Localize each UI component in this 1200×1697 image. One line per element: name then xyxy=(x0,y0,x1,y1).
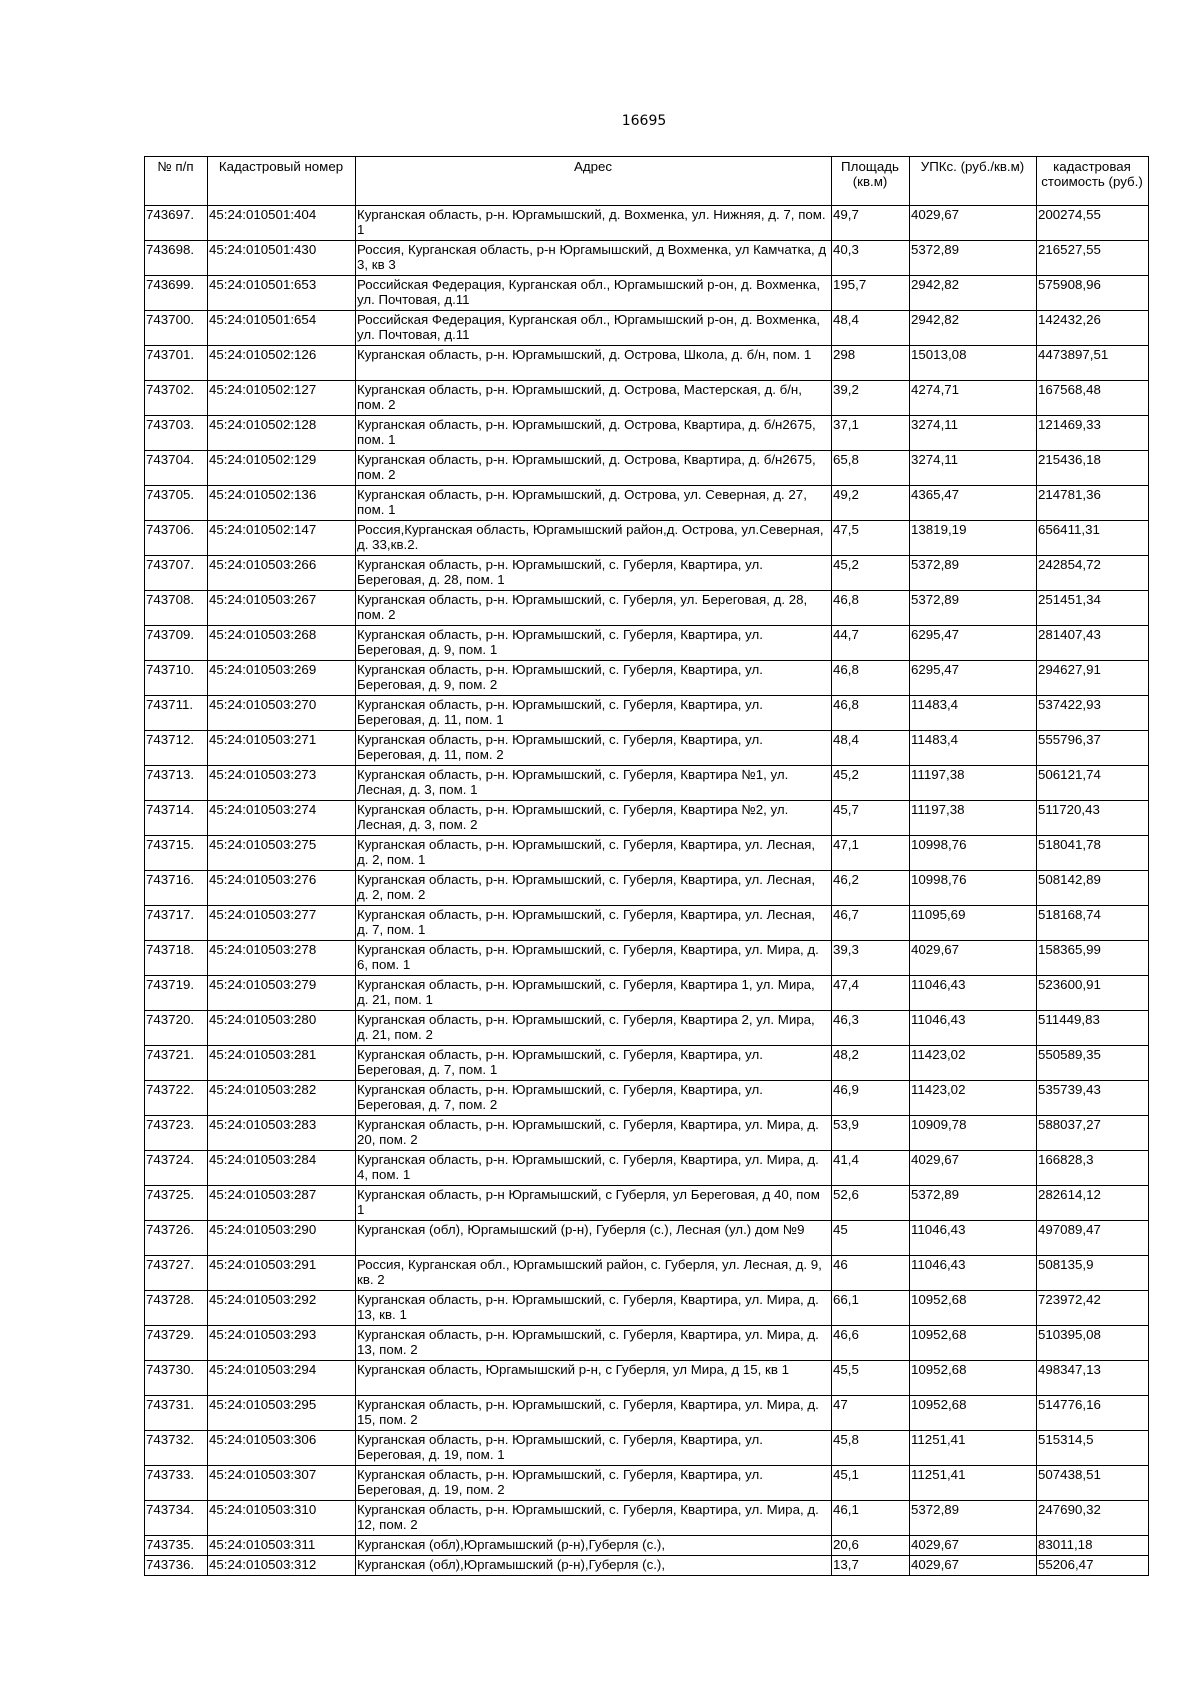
cell-area: 46,8 xyxy=(832,661,910,696)
cell-cadastral-value: 166828,3 xyxy=(1037,1151,1149,1186)
cell-cadastral-number: 45:24:010503:281 xyxy=(208,1046,356,1081)
cell-cadastral-number: 45:24:010502:136 xyxy=(208,486,356,521)
cell-cadastral-number: 45:24:010503:270 xyxy=(208,696,356,731)
cell-cadastral-number: 45:24:010501:654 xyxy=(208,311,356,346)
cell-number: 743720. xyxy=(145,1011,208,1046)
cell-unit-value: 11046,43 xyxy=(910,1011,1037,1046)
cell-cadastral-number: 45:24:010503:278 xyxy=(208,941,356,976)
cell-cadastral-value: 575908,96 xyxy=(1037,276,1149,311)
cell-cadastral-value: 511720,43 xyxy=(1037,801,1149,836)
table-row xyxy=(145,1256,1149,1291)
cell-unit-value: 6295,47 xyxy=(910,661,1037,696)
cell-number: 743735. xyxy=(145,1536,208,1556)
cell-area: 45,5 xyxy=(832,1361,910,1396)
cell-area: 46,3 xyxy=(832,1011,910,1046)
table-row xyxy=(145,311,1149,346)
cell-number: 743703. xyxy=(145,416,208,451)
cell-unit-value: 4029,67 xyxy=(910,1536,1037,1556)
cell-address: Курганская область, р-н. Юргамышский, с. Губерля, Квартира, ул. Береговая, д. 7, пом. 2 xyxy=(356,1081,832,1116)
table-row xyxy=(145,906,1149,941)
table-row xyxy=(145,871,1149,906)
cell-area: 46,1 xyxy=(832,1501,910,1536)
cell-cadastral-value: 215436,18 xyxy=(1037,451,1149,486)
cell-number: 743721. xyxy=(145,1046,208,1081)
cell-number: 743715. xyxy=(145,836,208,871)
table-row xyxy=(145,626,1149,661)
cell-cadastral-number: 45:24:010503:307 xyxy=(208,1466,356,1501)
cell-address: Курганская область, р-н. Юргамышский, д. Острова, ул. Северная, д. 27, пом. 1 xyxy=(356,486,832,521)
table-row xyxy=(145,696,1149,731)
table-row xyxy=(145,1326,1149,1361)
cell-cadastral-value: 510395,08 xyxy=(1037,1326,1149,1361)
cell-cadastral-value: 518168,74 xyxy=(1037,906,1149,941)
cell-unit-value: 11251,41 xyxy=(910,1466,1037,1501)
table-row xyxy=(145,731,1149,766)
cell-cadastral-number: 45:24:010503:283 xyxy=(208,1116,356,1151)
cell-cadastral-value: 158365,99 xyxy=(1037,941,1149,976)
column-header-cadastral-value: кадастровая стоимость (руб.) xyxy=(1037,157,1149,206)
cell-number: 743727. xyxy=(145,1256,208,1291)
cell-address: Курганская область, р-н. Юргамышский, с. Губерля, Квартира, ул. Мира, д. 4, пом. 1 xyxy=(356,1151,832,1186)
cell-number: 743709. xyxy=(145,626,208,661)
cell-cadastral-value: 497089,47 xyxy=(1037,1221,1149,1256)
cell-number: 743726. xyxy=(145,1221,208,1256)
cell-unit-value: 11046,43 xyxy=(910,1256,1037,1291)
cell-area: 46,8 xyxy=(832,591,910,626)
cell-cadastral-number: 45:24:010503:274 xyxy=(208,801,356,836)
cell-cadastral-number: 45:24:010502:126 xyxy=(208,346,356,381)
cell-area: 45,2 xyxy=(832,556,910,591)
cell-unit-value: 10909,78 xyxy=(910,1116,1037,1151)
cell-number: 743736. xyxy=(145,1556,208,1576)
cell-number: 743732. xyxy=(145,1431,208,1466)
table-row xyxy=(145,766,1149,801)
cell-unit-value: 11197,38 xyxy=(910,801,1037,836)
cell-unit-value: 10952,68 xyxy=(910,1361,1037,1396)
cell-unit-value: 11046,43 xyxy=(910,1221,1037,1256)
cell-address: Курганская область, р-н. Юргамышский, с. Губерля, Квартира, ул. Береговая, д. 19, пом. 2 xyxy=(356,1466,832,1501)
cell-cadastral-value: 55206,47 xyxy=(1037,1556,1149,1576)
cell-address: Курганская область, р-н. Юргамышский, д. Острова, Мастерская, д. б/н, пом. 2 xyxy=(356,381,832,416)
cell-address: Курганская область, р-н. Юргамышский, с. Губерля, Квартира, ул. Лесная, д. 7, пом. 1 xyxy=(356,906,832,941)
cell-cadastral-value: 723972,42 xyxy=(1037,1291,1149,1326)
cell-unit-value: 11251,41 xyxy=(910,1431,1037,1466)
cell-address: Россия, Курганская область, р-н Юргамышский, д Вохменка, ул Камчатка, д 3, кв 3 xyxy=(356,241,832,276)
table-row xyxy=(145,1291,1149,1326)
cell-address: Российская Федерация, Курганская обл., Юргамышский р-он, д. Вохменка, ул. Почтовая, д.11 xyxy=(356,311,832,346)
table-row xyxy=(145,591,1149,626)
cell-unit-value: 3274,11 xyxy=(910,451,1037,486)
cell-address: Курганская область, Юргамышский р-н, с Губерля, ул Мира, д 15, кв 1 xyxy=(356,1361,832,1396)
cell-area: 46,8 xyxy=(832,696,910,731)
cell-address: Курганская область, р-н. Юргамышский, д. Острова, Квартира, д. б/н2675, пом. 1 xyxy=(356,416,832,451)
cell-address: Курганская область, р-н. Юргамышский, с. Губерля, Квартира, ул. Лесная, д. 2, пом. 1 xyxy=(356,836,832,871)
cell-area: 46 xyxy=(832,1256,910,1291)
cell-address: Российская Федерация, Курганская обл., Юргамышский р-он, д. Вохменка, ул. Почтовая, д.11 xyxy=(356,276,832,311)
cell-cadastral-number: 45:24:010503:268 xyxy=(208,626,356,661)
cell-address: Курганская (обл), Юргамышский (р-н), Губерля (с.), Лесная (ул.) дом №9 xyxy=(356,1221,832,1256)
table-row xyxy=(145,416,1149,451)
cell-unit-value: 5372,89 xyxy=(910,1186,1037,1221)
table-row xyxy=(145,1221,1149,1256)
table-row xyxy=(145,276,1149,311)
cell-cadastral-number: 45:24:010503:290 xyxy=(208,1221,356,1256)
cell-address: Курганская (обл),Юргамышский (р-н),Губерля (с.), xyxy=(356,1536,832,1556)
table-row xyxy=(145,1046,1149,1081)
cell-cadastral-value: 507438,51 xyxy=(1037,1466,1149,1501)
cell-cadastral-value: 142432,26 xyxy=(1037,311,1149,346)
cell-number: 743718. xyxy=(145,941,208,976)
cell-address: Курганская область, р-н. Юргамышский, д. Острова, Школа, д. б/н, пом. 1 xyxy=(356,346,832,381)
cell-address: Курганская область, р-н. Юргамышский, с. Губерля, Квартира, ул. Мира, д. 13, кв. 1 xyxy=(356,1291,832,1326)
cell-cadastral-value: 523600,91 xyxy=(1037,976,1149,1011)
table-body xyxy=(145,206,1149,1576)
cell-address: Курганская область, р-н. Юргамышский, с. Губерля, Квартира, ул. Мира, д. 20, пом. 2 xyxy=(356,1116,832,1151)
cell-area: 45,1 xyxy=(832,1466,910,1501)
cell-area: 44,7 xyxy=(832,626,910,661)
cell-number: 743734. xyxy=(145,1501,208,1536)
cell-address: Курганская область, р-н. Юргамышский, с. Губерля, ул. Береговая, д. 28, пом. 2 xyxy=(356,591,832,626)
cell-area: 45,2 xyxy=(832,766,910,801)
table-row xyxy=(145,801,1149,836)
table-row xyxy=(145,346,1149,381)
cell-address: Курганская область, р-н. Юргамышский, с. Губерля, Квартира, ул. Мира, д. 12, пом. 2 xyxy=(356,1501,832,1536)
table-row xyxy=(145,241,1149,276)
table-row xyxy=(145,486,1149,521)
cell-number: 743712. xyxy=(145,731,208,766)
cell-address: Курганская область, р-н. Юргамышский, с. Губерля, Квартира, ул. Мира, д. 15, пом. 2 xyxy=(356,1396,832,1431)
cell-number: 743713. xyxy=(145,766,208,801)
cell-address: Курганская область, р-н. Юргамышский, с. Губерля, Квартира, ул. Мира, д. 13, пом. 2 xyxy=(356,1326,832,1361)
cell-address: Россия, Курганская обл., Юргамышский район, с. Губерля, ул. Лесная, д. 9, кв. 2 xyxy=(356,1256,832,1291)
cell-number: 743704. xyxy=(145,451,208,486)
cell-cadastral-number: 45:24:010503:292 xyxy=(208,1291,356,1326)
table-header-row xyxy=(145,157,1149,206)
cell-cadastral-value: 515314,5 xyxy=(1037,1431,1149,1466)
cell-cadastral-number: 45:24:010503:276 xyxy=(208,871,356,906)
cell-cadastral-number: 45:24:010501:653 xyxy=(208,276,356,311)
cell-number: 743700. xyxy=(145,311,208,346)
cell-cadastral-value: 282614,12 xyxy=(1037,1186,1149,1221)
cell-cadastral-number: 45:24:010503:267 xyxy=(208,591,356,626)
table-row xyxy=(145,1361,1149,1396)
cell-address: Курганская область, р-н. Юргамышский, с. Губерля, Квартира №2, ул. Лесная, д. 3, пом. 2 xyxy=(356,801,832,836)
cell-area: 65,8 xyxy=(832,451,910,486)
table-row xyxy=(145,836,1149,871)
cell-address: Курганская область, р-н Юргамышский, с Губерля, ул Береговая, д 40, пом 1 xyxy=(356,1186,832,1221)
cell-area: 52,6 xyxy=(832,1186,910,1221)
cell-unit-value: 10952,68 xyxy=(910,1291,1037,1326)
table-row xyxy=(145,1011,1149,1046)
cell-area: 48,4 xyxy=(832,311,910,346)
cell-cadastral-value: 294627,91 xyxy=(1037,661,1149,696)
table-row xyxy=(145,381,1149,416)
cell-area: 45,8 xyxy=(832,1431,910,1466)
cell-cadastral-number: 45:24:010502:127 xyxy=(208,381,356,416)
cell-unit-value: 4029,67 xyxy=(910,206,1037,241)
column-header-area: Площадь (кв.м) xyxy=(832,157,910,206)
cell-cadastral-number: 45:24:010503:282 xyxy=(208,1081,356,1116)
cell-cadastral-value: 508135,9 xyxy=(1037,1256,1149,1291)
cell-address: Россия,Курганская область, Юргамышский район,д. Острова, ул.Северная, д. 33,кв.2. xyxy=(356,521,832,556)
cell-cadastral-value: 550589,35 xyxy=(1037,1046,1149,1081)
cell-area: 298 xyxy=(832,346,910,381)
cell-area: 195,7 xyxy=(832,276,910,311)
cell-cadastral-value: 121469,33 xyxy=(1037,416,1149,451)
cell-unit-value: 4029,67 xyxy=(910,941,1037,976)
cell-cadastral-value: 656411,31 xyxy=(1037,521,1149,556)
cell-number: 743722. xyxy=(145,1081,208,1116)
cell-cadastral-number: 45:24:010502:128 xyxy=(208,416,356,451)
cell-address: Курганская область, р-н. Юргамышский, с. Губерля, Квартира №1, ул. Лесная, д. 3, пом. 1 xyxy=(356,766,832,801)
cell-area: 46,2 xyxy=(832,871,910,906)
cell-cadastral-value: 514776,16 xyxy=(1037,1396,1149,1431)
table-row xyxy=(145,206,1149,241)
cell-area: 46,9 xyxy=(832,1081,910,1116)
column-header-unit-value: УПКс. (руб./кв.м) xyxy=(910,157,1037,206)
cell-area: 49,2 xyxy=(832,486,910,521)
cell-cadastral-value: 588037,27 xyxy=(1037,1116,1149,1151)
cell-cadastral-value: 214781,36 xyxy=(1037,486,1149,521)
cell-area: 39,3 xyxy=(832,941,910,976)
cell-number: 743725. xyxy=(145,1186,208,1221)
table-row xyxy=(145,976,1149,1011)
cell-unit-value: 2942,82 xyxy=(910,276,1037,311)
cell-area: 53,9 xyxy=(832,1116,910,1151)
cell-cadastral-value: 508142,89 xyxy=(1037,871,1149,906)
table-row xyxy=(145,521,1149,556)
cell-unit-value: 11197,38 xyxy=(910,766,1037,801)
cell-unit-value: 2942,82 xyxy=(910,311,1037,346)
cell-unit-value: 11046,43 xyxy=(910,976,1037,1011)
cell-number: 743706. xyxy=(145,521,208,556)
cell-area: 46,7 xyxy=(832,906,910,941)
cell-cadastral-value: 251451,34 xyxy=(1037,591,1149,626)
cell-unit-value: 10952,68 xyxy=(910,1396,1037,1431)
cell-address: Курганская область, р-н. Юргамышский, с. Губерля, Квартира, ул. Береговая, д. 19, пом. 1 xyxy=(356,1431,832,1466)
table-row xyxy=(145,1431,1149,1466)
cell-area: 45 xyxy=(832,1221,910,1256)
cell-cadastral-number: 45:24:010503:287 xyxy=(208,1186,356,1221)
cell-unit-value: 4029,67 xyxy=(910,1556,1037,1576)
cell-area: 48,4 xyxy=(832,731,910,766)
cell-unit-value: 10952,68 xyxy=(910,1326,1037,1361)
table-row xyxy=(145,1536,1149,1556)
cell-cadastral-value: 4473897,51 xyxy=(1037,346,1149,381)
cell-address: Курганская область, р-н. Юргамышский, с. Губерля, Квартира, ул. Лесная, д. 2, пом. 2 xyxy=(356,871,832,906)
cell-cadastral-number: 45:24:010503:280 xyxy=(208,1011,356,1046)
cell-address: Курганская область, р-н. Юргамышский, с. Губерля, Квартира 1, ул. Мира, д. 21, пом. 1 xyxy=(356,976,832,1011)
cell-cadastral-number: 45:24:010503:284 xyxy=(208,1151,356,1186)
cell-unit-value: 3274,11 xyxy=(910,416,1037,451)
cell-cadastral-value: 511449,83 xyxy=(1037,1011,1149,1046)
table-row xyxy=(145,1556,1149,1576)
cell-cadastral-value: 555796,37 xyxy=(1037,731,1149,766)
table-row xyxy=(145,1116,1149,1151)
cell-area: 46,6 xyxy=(832,1326,910,1361)
cell-cadastral-number: 45:24:010503:277 xyxy=(208,906,356,941)
cell-number: 743730. xyxy=(145,1361,208,1396)
cell-unit-value: 5372,89 xyxy=(910,591,1037,626)
cell-address: Курганская область, р-н. Юргамышский, с. Губерля, Квартира, ул. Береговая, д. 9, пом. 2 xyxy=(356,661,832,696)
cell-cadastral-number: 45:24:010503:294 xyxy=(208,1361,356,1396)
cell-unit-value: 11483,4 xyxy=(910,731,1037,766)
cell-cadastral-value: 247690,32 xyxy=(1037,1501,1149,1536)
cell-cadastral-value: 216527,55 xyxy=(1037,241,1149,276)
cell-unit-value: 10998,76 xyxy=(910,871,1037,906)
cell-number: 743731. xyxy=(145,1396,208,1431)
cell-number: 743717. xyxy=(145,906,208,941)
cell-cadastral-number: 45:24:010503:269 xyxy=(208,661,356,696)
cell-unit-value: 5372,89 xyxy=(910,556,1037,591)
cell-unit-value: 13819,19 xyxy=(910,521,1037,556)
cell-address: Курганская область, р-н. Юргамышский, с. Губерля, Квартира, ул. Береговая, д. 11, пом. 2 xyxy=(356,731,832,766)
table-row xyxy=(145,941,1149,976)
cell-area: 39,2 xyxy=(832,381,910,416)
cell-unit-value: 6295,47 xyxy=(910,626,1037,661)
page-number: 16695 xyxy=(621,113,667,129)
cell-cadastral-value: 535739,43 xyxy=(1037,1081,1149,1116)
cell-cadastral-number: 45:24:010502:147 xyxy=(208,521,356,556)
cell-address: Курганская область, р-н. Юргамышский, с. Губерля, Квартира, ул. Береговая, д. 9, пом. 1 xyxy=(356,626,832,661)
cell-area: 41,4 xyxy=(832,1151,910,1186)
cell-cadastral-value: 281407,43 xyxy=(1037,626,1149,661)
cell-unit-value: 4365,47 xyxy=(910,486,1037,521)
cadastral-table xyxy=(144,156,1149,1576)
cell-area: 49,7 xyxy=(832,206,910,241)
cell-address: Курганская область, р-н. Юргамышский, с. Губерля, Квартира, ул. Береговая, д. 11, пом. 1 xyxy=(356,696,832,731)
cell-cadastral-number: 45:24:010503:306 xyxy=(208,1431,356,1466)
cell-cadastral-value: 83011,18 xyxy=(1037,1536,1149,1556)
cell-address: Курганская область, р-н. Юргамышский, с. Губерля, Квартира 2, ул. Мира, д. 21, пом. 2 xyxy=(356,1011,832,1046)
cell-number: 743707. xyxy=(145,556,208,591)
cell-area: 20,6 xyxy=(832,1536,910,1556)
table-row xyxy=(145,1501,1149,1536)
cell-unit-value: 5372,89 xyxy=(910,1501,1037,1536)
table-row xyxy=(145,1186,1149,1221)
table-row xyxy=(145,1396,1149,1431)
cell-number: 743697. xyxy=(145,206,208,241)
cell-cadastral-number: 45:24:010503:293 xyxy=(208,1326,356,1361)
cell-number: 743728. xyxy=(145,1291,208,1326)
cell-address: Курганская область, р-н. Юргамышский, с. Губерля, Квартира, ул. Береговая, д. 28, пом. 1 xyxy=(356,556,832,591)
cell-number: 743702. xyxy=(145,381,208,416)
cell-address: Курганская область, р-н. Юргамышский, с. Губерля, Квартира, ул. Мира, д. 6, пом. 1 xyxy=(356,941,832,976)
cell-number: 743729. xyxy=(145,1326,208,1361)
cell-cadastral-number: 45:24:010503:273 xyxy=(208,766,356,801)
cell-cadastral-number: 45:24:010503:266 xyxy=(208,556,356,591)
cell-area: 66,1 xyxy=(832,1291,910,1326)
cell-address: Курганская (обл),Юргамышский (р-н),Губерля (с.), xyxy=(356,1556,832,1576)
cell-area: 47,1 xyxy=(832,836,910,871)
cell-number: 743719. xyxy=(145,976,208,1011)
cell-cadastral-number: 45:24:010503:310 xyxy=(208,1501,356,1536)
table-row xyxy=(145,451,1149,486)
cell-number: 743698. xyxy=(145,241,208,276)
cell-address: Курганская область, р-н. Юргамышский, д. Вохменка, ул. Нижняя, д. 7, пом. 1 xyxy=(356,206,832,241)
cell-cadastral-number: 45:24:010503:312 xyxy=(208,1556,356,1576)
table-row xyxy=(145,556,1149,591)
cell-unit-value: 11095,69 xyxy=(910,906,1037,941)
cell-number: 743705. xyxy=(145,486,208,521)
cell-area: 47,5 xyxy=(832,521,910,556)
cell-cadastral-number: 45:24:010503:275 xyxy=(208,836,356,871)
cell-area: 37,1 xyxy=(832,416,910,451)
column-header-cadastral-number: Кадастровый номер xyxy=(208,157,356,206)
cell-cadastral-value: 242854,72 xyxy=(1037,556,1149,591)
cell-cadastral-number: 45:24:010503:271 xyxy=(208,731,356,766)
cell-cadastral-number: 45:24:010502:129 xyxy=(208,451,356,486)
cell-cadastral-number: 45:24:010501:430 xyxy=(208,241,356,276)
cell-address: Курганская область, р-н. Юргамышский, с. Губерля, Квартира, ул. Береговая, д. 7, пом. 1 xyxy=(356,1046,832,1081)
cell-cadastral-number: 45:24:010503:311 xyxy=(208,1536,356,1556)
table-row xyxy=(145,1081,1149,1116)
cell-unit-value: 15013,08 xyxy=(910,346,1037,381)
cell-unit-value: 11423,02 xyxy=(910,1046,1037,1081)
cell-cadastral-number: 45:24:010501:404 xyxy=(208,206,356,241)
cell-unit-value: 4029,67 xyxy=(910,1151,1037,1186)
cell-cadastral-number: 45:24:010503:279 xyxy=(208,976,356,1011)
cell-number: 743716. xyxy=(145,871,208,906)
cell-cadastral-value: 200274,55 xyxy=(1037,206,1149,241)
cell-unit-value: 11423,02 xyxy=(910,1081,1037,1116)
cell-unit-value: 10998,76 xyxy=(910,836,1037,871)
cell-number: 743714. xyxy=(145,801,208,836)
cell-cadastral-value: 537422,93 xyxy=(1037,696,1149,731)
cell-number: 743710. xyxy=(145,661,208,696)
cell-number: 743699. xyxy=(145,276,208,311)
cell-number: 743724. xyxy=(145,1151,208,1186)
cell-unit-value: 11483,4 xyxy=(910,696,1037,731)
cell-area: 13,7 xyxy=(832,1556,910,1576)
cell-area: 45,7 xyxy=(832,801,910,836)
cell-cadastral-value: 498347,13 xyxy=(1037,1361,1149,1396)
cell-address: Курганская область, р-н. Юргамышский, д. Острова, Квартира, д. б/н2675, пом. 2 xyxy=(356,451,832,486)
cell-area: 47,4 xyxy=(832,976,910,1011)
cell-unit-value: 4274,71 xyxy=(910,381,1037,416)
cell-cadastral-number: 45:24:010503:295 xyxy=(208,1396,356,1431)
cell-cadastral-number: 45:24:010503:291 xyxy=(208,1256,356,1291)
cell-number: 743701. xyxy=(145,346,208,381)
cell-number: 743708. xyxy=(145,591,208,626)
cell-cadastral-value: 506121,74 xyxy=(1037,766,1149,801)
column-header-number: № п/п xyxy=(145,157,208,206)
table-row xyxy=(145,1466,1149,1501)
cell-number: 743723. xyxy=(145,1116,208,1151)
table-row xyxy=(145,661,1149,696)
table-row xyxy=(145,1151,1149,1186)
cell-cadastral-value: 518041,78 xyxy=(1037,836,1149,871)
cell-number: 743733. xyxy=(145,1466,208,1501)
cell-area: 47 xyxy=(832,1396,910,1431)
cell-area: 40,3 xyxy=(832,241,910,276)
cell-cadastral-value: 167568,48 xyxy=(1037,381,1149,416)
cell-area: 48,2 xyxy=(832,1046,910,1081)
column-header-address: Адрес xyxy=(356,157,832,206)
cell-unit-value: 5372,89 xyxy=(910,241,1037,276)
cell-number: 743711. xyxy=(145,696,208,731)
